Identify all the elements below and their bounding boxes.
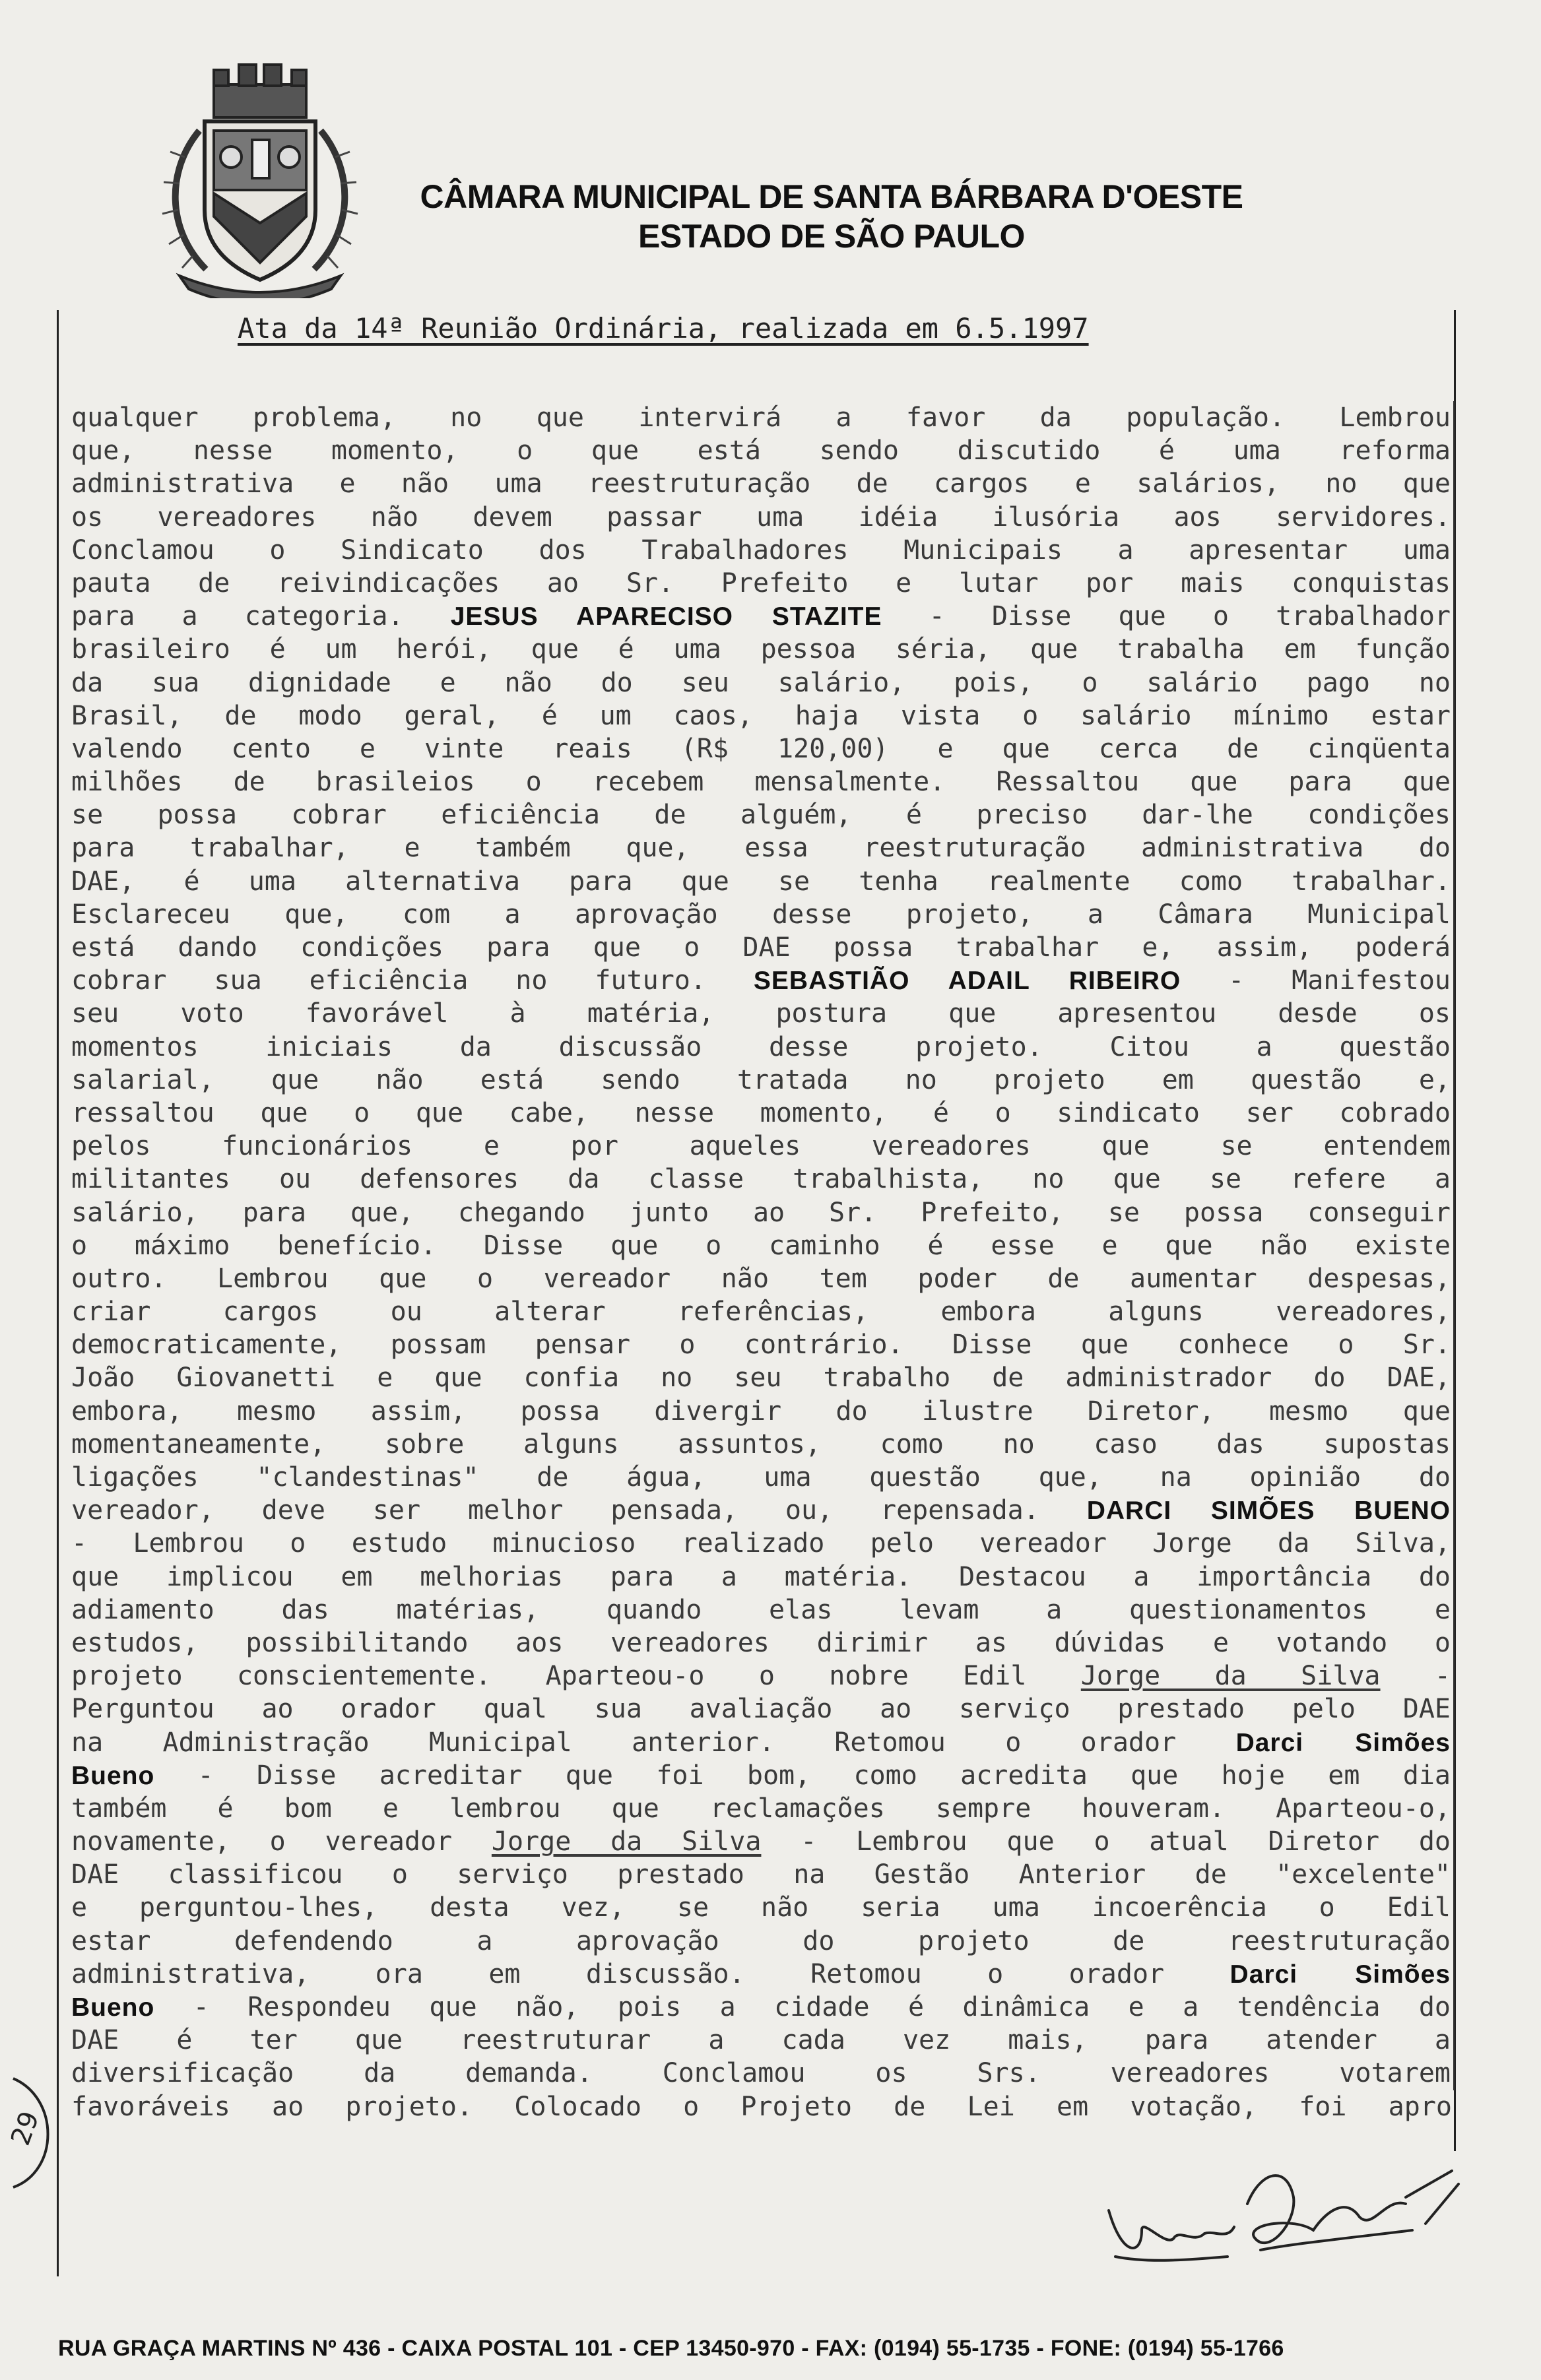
body-text: - Lembrou que o atual Diretor do (761, 1826, 1451, 1857)
body-line (71, 633, 1455, 666)
body-text: que, nesse momento, o que está sendo discutido é uma reforma (71, 435, 1451, 466)
body-line (71, 831, 1455, 864)
body-line (71, 1064, 1455, 1097)
body-line (71, 798, 1455, 831)
body-text: - Disse que o trabalhador (882, 601, 1451, 632)
speaker-name: Bueno (71, 1761, 155, 1790)
body-text: Conclamou o Sindicato dos Trabalhadores Municipais a apresentar uma (71, 534, 1451, 565)
body-line (71, 600, 1455, 633)
body-line (71, 1659, 1455, 1692)
body-text: - Lembrou o estudo minucioso realizado pelo vereador Jorge da Silva, (71, 1528, 1451, 1559)
body-line (71, 534, 1455, 567)
body-text: que implicou em melhorias para a matéria. Destacou a importância do (71, 1561, 1451, 1592)
body-line (71, 501, 1455, 534)
body-line (71, 401, 1455, 434)
body-line (71, 997, 1455, 1030)
body-text: administrativa, ora em discussão. Retomou o orador (71, 1958, 1230, 1989)
body-line (71, 865, 1455, 898)
body-text: adiamento das matérias, quando elas levam a questionamentos e (71, 1594, 1451, 1625)
underlined-name: Jorge da Silva (1080, 1661, 1381, 1692)
body-line (71, 1527, 1455, 1560)
margin-page-mark (0, 2072, 59, 2191)
body-text: favoráveis ao projeto. Colocado o Projeto de Lei em votação, foi apro (71, 2091, 1452, 2122)
body-line (71, 1825, 1455, 1858)
body-line (71, 2057, 1455, 2090)
body-text: milhões de brasileios o recebem mensalmente. Ressaltou que para que (71, 767, 1451, 798)
body-line (71, 2090, 1455, 2123)
body-text: momentaneamente, sobre alguns assuntos, como no caso das supostas (71, 1429, 1451, 1460)
letterhead-title (370, 177, 1294, 256)
body-line (71, 1891, 1455, 1924)
body-line (71, 467, 1455, 500)
body-text: João Giovanetti e que confia no seu trabalho de administrador do DAE, (71, 1363, 1451, 1394)
body-text: para a categoria. (71, 601, 451, 632)
body-text: - Manifestou (1181, 965, 1451, 996)
body-line (71, 1295, 1455, 1328)
body-text: DAE, é uma alternativa para que se tenha realmente como trabalhar. (71, 866, 1451, 897)
body-line (71, 1097, 1455, 1130)
body-line (71, 1626, 1455, 1659)
body-text: Esclareceu que, com a aprovação desse projeto, a Câmara Municipal (71, 899, 1451, 930)
body-line (71, 567, 1455, 600)
body-text: momentos iniciais da discussão desse projeto. Citou a questão (71, 1031, 1451, 1062)
body-text: criar cargos ou alterar referências, embora alguns vereadores, (71, 1297, 1451, 1328)
body-text: salário, para que, chegando junto ao Sr. Prefeito, se possa conseguir (71, 1197, 1451, 1228)
body-text: valendo cento e vinte reais (R$ 120,00) e que cerca de cinqüenta (71, 733, 1451, 764)
body-text: para trabalhar, e também que, essa reestruturação administrativa do (71, 833, 1451, 864)
body-text: - Respondeu que não, pois a cidade é dinâmica e a tendência do (154, 1992, 1451, 2022)
body-line (71, 1361, 1455, 1394)
body-text: o máximo benefício. Disse que o caminho é esse e que não existe (71, 1230, 1451, 1261)
body-line (71, 1925, 1455, 1958)
speaker-name: Darci Simões (1235, 1728, 1451, 1757)
body-line (71, 1428, 1455, 1461)
body-line (71, 1262, 1455, 1295)
body-text: qualquer problema, no que intervirá a favor da população. Lembrou (71, 402, 1451, 433)
speaker-name: Bueno (71, 1993, 155, 2022)
body-text: - (1380, 1661, 1451, 1692)
body-line (71, 732, 1455, 765)
body-line (71, 1229, 1455, 1262)
body-line (71, 1031, 1455, 1064)
body-line (71, 1328, 1455, 1361)
body-text: pauta de reivindicações ao Sr. Prefeito e lutar por mais conquistas (71, 567, 1451, 598)
body-line (71, 1759, 1455, 1792)
body-text: brasileiro é um herói, que é uma pessoa séria, que trabalha em função (71, 634, 1451, 665)
org-state: ESTADO DE SÃO PAULO (638, 218, 1025, 255)
body-line (71, 1560, 1455, 1593)
body-text: administrativa e não uma reestruturação de cargos e salários, no que (71, 468, 1451, 499)
speaker-name: Darci Simões (1230, 1960, 1451, 1989)
letterhead-footer: RUA GRAÇA MARTINS Nº 436 - CAIXA POSTAL 101 - CEP 13450-970 - FAX: (0194) 55-1735 - FONE: (0194) 55-1766 (58, 2336, 1284, 2361)
body-line (71, 1726, 1455, 1759)
minutes-body (71, 401, 1455, 2123)
speaker-name: JESUS APARECISO STAZITE (450, 602, 882, 631)
body-text: se possa cobrar eficiência de alguém, é preciso dar-lhe condições (71, 800, 1451, 831)
body-text: também é bom e lembrou que reclamações sempre houveram. Aparteou-o, (71, 1793, 1451, 1824)
body-text: embora, mesmo assim, possa divergir do ilustre Diretor, mesmo que (71, 1396, 1451, 1427)
body-text: outro. Lembrou que o vereador não tem poder de aumentar despesas, (71, 1263, 1451, 1294)
body-text: salarial, que não está sendo tratada no projeto em questão e, (71, 1064, 1451, 1095)
body-text: estudos, possibilitando aos vereadores dirimir as dúvidas e votando o (71, 1627, 1451, 1658)
body-text: na Administração Municipal anterior. Retomou o orador (71, 1727, 1236, 1758)
body-text: vereador, deve ser melhor pensada, ou, repensada. (71, 1495, 1087, 1526)
body-text: novamente, o vereador (71, 1826, 492, 1857)
body-text: e perguntou-lhes, desta vez, se não seria uma incoerência o Edil (71, 1892, 1451, 1923)
body-line (71, 964, 1455, 997)
minutes-heading: Ata da 14ª Reunião Ordinária, realizada em 6.5.1997 (238, 312, 1089, 344)
underlined-name: Jorge da Silva (491, 1826, 762, 1857)
body-line (71, 1858, 1455, 1891)
body-line (71, 434, 1455, 467)
body-line (71, 1461, 1455, 1494)
coat-of-arms-icon (153, 58, 367, 298)
handwritten-signatures (1096, 2158, 1465, 2290)
body-text: diversificação da demanda. Conclamou os Srs. vereadores votarem (71, 2058, 1451, 2089)
body-line (71, 1593, 1455, 1626)
body-text: militantes ou defensores da classe trabalhista, no que se refere a (71, 1164, 1451, 1195)
body-line (71, 1792, 1455, 1825)
body-line (71, 666, 1455, 699)
body-text: DAE classificou o serviço prestado na Gestão Anterior de "excelente" (71, 1859, 1451, 1890)
body-text: ligações "clandestinas" de água, uma questão que, na opinião do (71, 1462, 1451, 1493)
body-text: estar defendendo a aprovação do projeto de reestruturação (71, 1925, 1451, 1956)
body-text: democraticamente, possam pensar o contrário. Disse que conhece o Sr. (71, 1330, 1451, 1361)
body-line (71, 1494, 1455, 1527)
body-line (71, 1692, 1455, 1725)
body-line (71, 2024, 1455, 2057)
speaker-name: DARCI SIMÕES BUENO (1086, 1496, 1451, 1526)
body-line (71, 1991, 1455, 2024)
org-name: CÂMARA MUNICIPAL DE SANTA BÁRBARA D'OESTE (420, 178, 1243, 215)
body-text: os vereadores não devem passar uma idéia ilusória aos servidores. (71, 501, 1451, 532)
body-line (71, 1958, 1455, 1991)
body-text: - Disse acreditar que foi bom, como acredita que hoje em dia (154, 1760, 1451, 1791)
body-text: cobrar sua eficiência no futuro. (71, 965, 754, 996)
body-line (71, 1395, 1455, 1428)
body-text: pelos funcionários e por aqueles vereadores que se entendem (71, 1131, 1451, 1162)
body-line (71, 1196, 1455, 1229)
body-line (71, 898, 1455, 931)
body-text: seu voto favorável à matéria, postura que apresentou desde os (71, 998, 1451, 1029)
body-line (71, 1163, 1455, 1196)
body-text: DAE é ter que reestruturar a cada vez mais, para atender a (71, 2025, 1451, 2056)
body-text: Brasil, de modo geral, é um caos, haja vista o salário mínimo estar (71, 700, 1451, 731)
body-line (71, 931, 1455, 964)
margin-mark-text: 29 (5, 2107, 46, 2150)
body-line (71, 765, 1455, 798)
body-text: está dando condições para que o DAE possa trabalhar e, assim, poderá (71, 932, 1451, 963)
body-text: Perguntou ao orador qual sua avaliação ao serviço prestado pelo DAE (71, 1694, 1451, 1725)
left-margin-rule (57, 310, 59, 2276)
body-line (71, 699, 1455, 732)
body-text: ressaltou que o que cabe, nesse momento, é o sindicato ser cobrado (71, 1097, 1451, 1128)
speaker-name: SEBASTIÃO ADAIL RIBEIRO (753, 967, 1181, 996)
body-text: da sua dignidade e não do seu salário, pois, o salário pago no (71, 667, 1451, 698)
body-text: projeto conscientemente. Aparteou-o o nobre Edil (71, 1661, 1081, 1692)
body-line (71, 1130, 1455, 1163)
